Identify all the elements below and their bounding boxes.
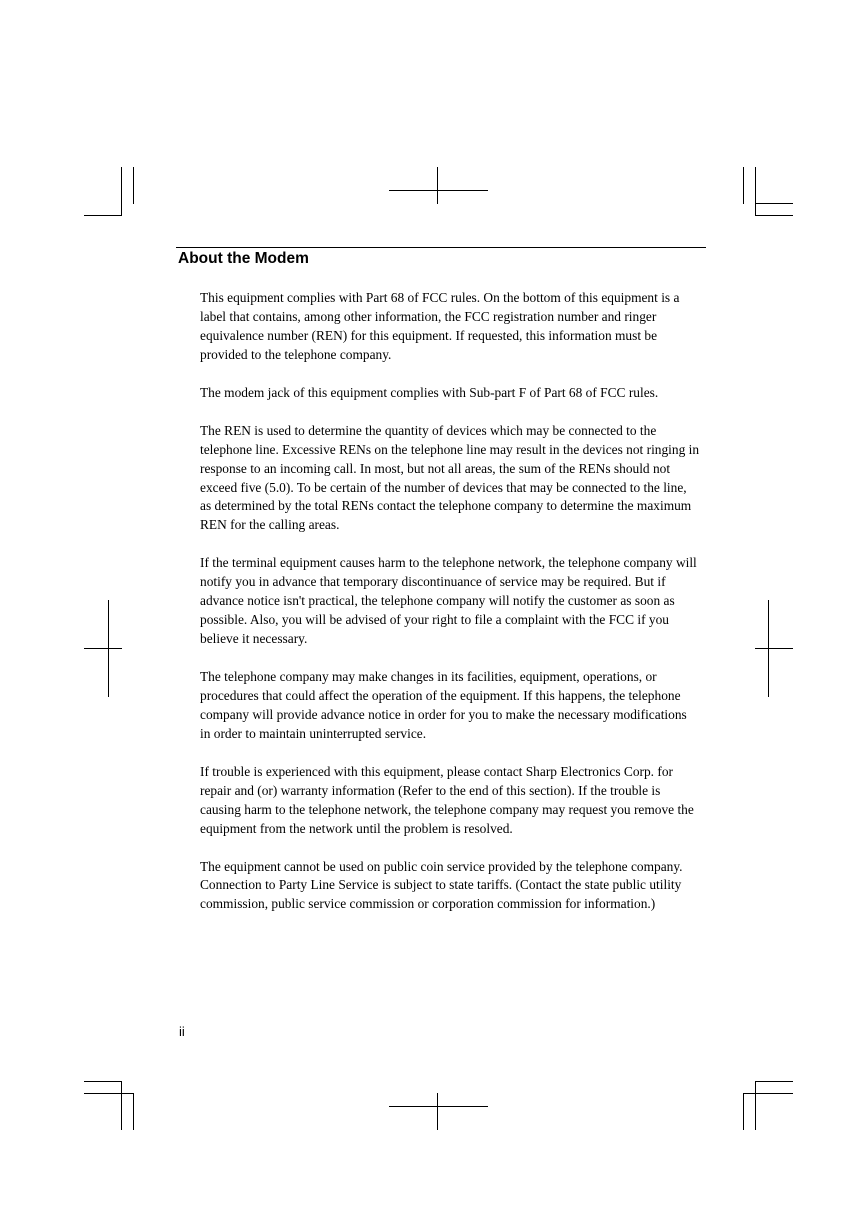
- section-body: [200, 289, 700, 933]
- paragraph: The REN is used to determine the quantity of devices which may be connected to the telephone line. Excessive RENs on the telephone line may result in the devices not ringing in response to an incoming call. In most, but not all areas, the sum of the RENs should not exceed five (5.0). To be certain of the number of devices that may be connected to the line, as determined by the total RENs contact the telephone company to determine the maximum REN for the calling areas.: [200, 422, 700, 533]
- crop-mark: [743, 167, 744, 204]
- crop-mark: [389, 1106, 488, 1107]
- crop-mark: [755, 1081, 756, 1130]
- crop-mark: [755, 167, 756, 216]
- paragraph: If trouble is experienced with this equipment, please contact Sharp Electronics Corp. for repair and (or) warranty information (Refer to the end of this section). If the trouble is causing harm to the telephone network, the telephone company may request you remove the equipment from the network until the problem is resolved.: [200, 763, 694, 836]
- crop-mark: [389, 190, 488, 191]
- crop-mark: [755, 648, 793, 649]
- paragraph: This equipment complies with Part 68 of FCC rules. On the bottom of this equipment is a label that contains, among other information, the FCC registration number and ringer equivalence number (REN) for this equipment. If requested, this information must be provided to the telephone company.: [200, 290, 680, 362]
- crop-mark: [743, 1093, 744, 1130]
- paragraph: The modem jack of this equipment complies with Sub-part F of Part 68 of FCC rules.: [200, 384, 659, 400]
- paragraph: The equipment cannot be used on public coin service provided by the telephone company. Connection to Party Line Service is subject to state tariffs. (Contact the state public utility commission, public service commission or corporation commission for information.): [200, 858, 683, 912]
- crop-mark: [755, 1081, 793, 1082]
- crop-mark: [133, 1093, 134, 1130]
- crop-mark: [108, 600, 109, 697]
- crop-mark: [84, 1081, 122, 1082]
- crop-mark: [84, 215, 122, 216]
- paragraph: If the terminal equipment causes harm to the telephone network, the telephone company will notify you in advance that temporary discontinuance of service may be required. But if advance notice isn't practical, the telephone company will notify the customer as soon as possible. Also, you will be advised of your right to file a complaint with the FCC if you believe it necessary.: [200, 555, 697, 647]
- crop-mark: [768, 600, 769, 697]
- crop-mark: [743, 1093, 793, 1094]
- crop-mark: [437, 1093, 438, 1130]
- crop-mark: [133, 167, 134, 204]
- crop-mark: [755, 215, 793, 216]
- section-title: About the Modem: [178, 250, 309, 267]
- heading-rule: [176, 247, 706, 248]
- crop-mark: [84, 1093, 134, 1094]
- crop-mark: [121, 167, 122, 216]
- crop-mark: [437, 167, 438, 204]
- crop-mark: [121, 1081, 122, 1130]
- crop-mark: [755, 203, 793, 204]
- paragraph: The telephone company may make changes in its facilities, equipment, operations, or procedures that could affect the operation of the equipment. If this happens, the telephone company will provide advance notice in order for you to make the necessary modifications in order to maintain uninterrupted service.: [200, 669, 687, 741]
- crop-mark: [84, 648, 122, 649]
- page-number: ii: [179, 1024, 185, 1039]
